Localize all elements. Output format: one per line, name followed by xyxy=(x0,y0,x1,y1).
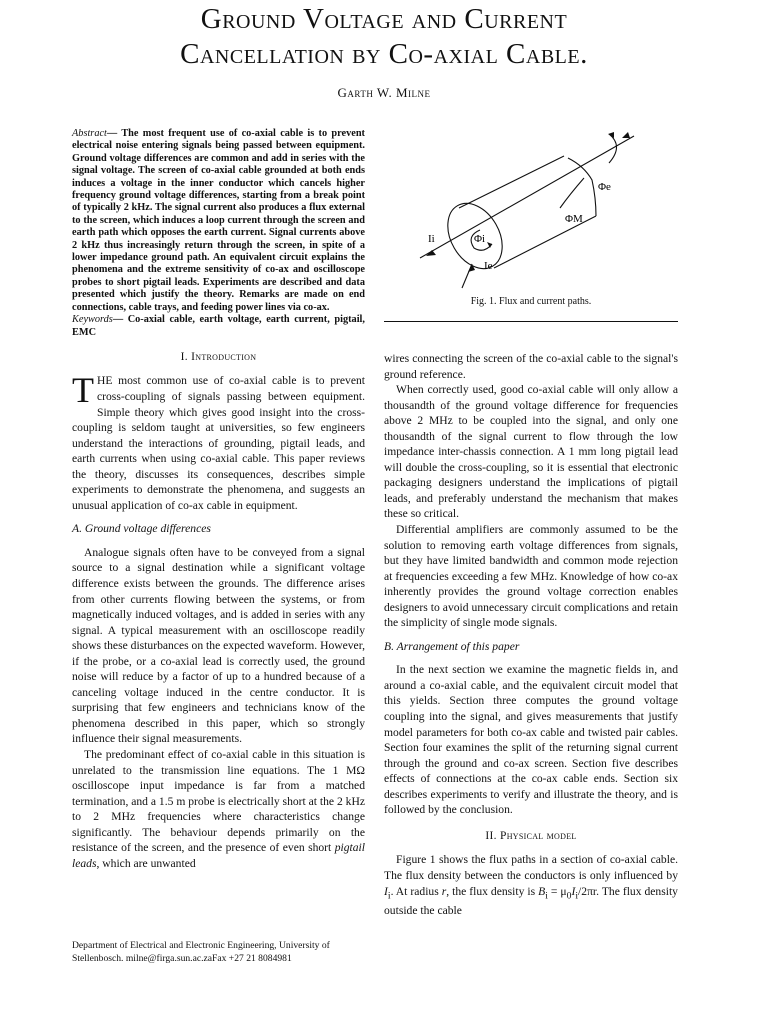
keywords-text: — Co-axial cable, earth voltage, earth current, pigtail, EMC xyxy=(72,314,365,338)
title-line-2: Cancellation by Co-axial Cable. xyxy=(180,38,588,70)
figure-caption: Fig. 1. Flux and current paths. xyxy=(470,296,592,307)
cable-top-edge xyxy=(459,156,564,208)
section-heading-physical-model: II. Physical model xyxy=(485,829,577,842)
abstract-text: — The most frequent use of co-axial cable is to prevent electrical noise entering signals being passed between equipment. Ground voltage differences are common and add in series with the signal voltage. The screen of co-axial cable grounded at both ends induces a voltage in the inner conductor which cancels higher frequency ground voltage differences, starting from a break point of typically 2 kHz. The signal current also produces a flux external to the screen, which induces a loop current through the screen and earth path which opposes the earth current. Signal currents above 2 kHz thus increasingly return through the screen, in spite of a lower impedance ground path. An equivalent circuit explains the phenomena and the extreme sensitivity of co-ax and oscilloscope probes to short pigtail leads. Experiments are described and data presented which justify the theory. Remarks are made on end connections, cable trays, and feeding power lines via co-ax. xyxy=(72,128,365,313)
phi-e-arrow-head xyxy=(608,132,614,138)
paper-title xyxy=(0,2,768,72)
cable-far-edge xyxy=(568,158,596,216)
intro-paragraph: THE most common use of co-axial cable is to prevent cross-coupling of signals passing between equipment. Simple theory which gives good insight into the cross-coupling is seldom taught at universities, so few engineers understand the interactions of grounding, pigtail leads, and earth currents when using co-axial cable. This paper reviews the theory, discusses its consequences, describes simple experiments to demonstrate the phenomena, and suggests an unusual application of co-ax cable in equipment. xyxy=(72,370,365,512)
subsection-heading-b: B. Arrangement of this paper xyxy=(384,639,520,653)
ie-arrow-head xyxy=(468,264,475,272)
paragraph-r2: Differential amplifiers are commonly assumed to be the solution to removing earth voltage differences from signals, but they have limited bandwidth and common mode rejection at frequencies exceeding a few MHz. Knowledge of how co-ax inherently provides the ground voltage correction enables designers to avoid unnecessary circuit complications and retain the simplicity of single mode signals. xyxy=(384,523,678,630)
label-phi-m: ΦM xyxy=(565,213,583,225)
paragraph-a1: Analogue signals often have to be conveyed from a signal source to a signal destination while a significant voltage difference exists between the grounds. The difference arises from other currents flowing between the systems, or from magnetically induced voltages, and is added in series with any signal. A typical measurement with an oscilloscope readily shows these disturbances on the expected waveform. However, if the probe, or a co-axial lead is correctly used, the ground noise will reduce by a factor of up to a hundred because of a canceling voltage induced in the centre conductor. It is surprising that few engineers and technicians know of the phenomena described in this paper, which so strongly influence their signal measurements. xyxy=(72,545,365,746)
label-phi-i: Φi xyxy=(474,233,486,245)
subsection-heading-a: A. Ground voltage differences xyxy=(72,522,211,536)
flux-diagram xyxy=(384,118,678,298)
centre-arrow-head xyxy=(622,132,630,138)
label-ii: Ii xyxy=(428,233,435,245)
label-ie: Ie xyxy=(484,260,493,272)
label-phi-e: Φe xyxy=(598,181,611,193)
paragraph-r0: wires connecting the screen of the co-axial cable to the signal's ground reference. xyxy=(384,352,678,381)
centre-conductor-line xyxy=(420,136,634,258)
paragraph-physical-1: Figure 1 shows the flux paths in a section of co-axial cable. The flux density between the conductors is only influenced by $I_i$. At radius r, the flux density is $B_i = \mu_0I_i/2\pi r$. The flux density outside the cable xyxy=(384,853,678,918)
ii-arrow-head xyxy=(426,250,436,256)
paragraph-a2: The predominant effect of co-axial cable in this situation is unrelated to the transmission line equations. The 1 MΩ oscilloscope input impedance is far from a matched termination, and a 1.5 m probe is electrically short at the 2 kHz to 2 MHz frequencies where characteristics change significantly. The behaviour depends primarily on the resistance of the screen, and the presence of even short pigtail leads, which are unwanted xyxy=(72,748,365,870)
right-column xyxy=(384,351,678,919)
keywords-label: Keywords xyxy=(72,314,113,326)
abstract xyxy=(72,128,365,339)
abstract-label: Abstract xyxy=(72,128,107,139)
paragraph-b1: In the next section we examine the magnetic fields in, and around a co-axial cable, and the equivalent circuit model that this yields. Section three computes the ground voltage coupling into the signal, and gives measurements that justify model parameters for both co-ax cable and twisted pair cables. Section four examines the split of the returning signal current through the ground and co-ax screen. Section five describes effects of connections at the co-ax cable ends. Section six describes experiments to verify and illustrate the theory, and is followed by the conclusion. xyxy=(384,663,678,817)
paragraph-r1: When correctly used, good co-axial cable will only allow a thousandth of the ground voltage difference for frequencies above 2 MHz to be coupled into the signal, and only one thousandth of the signal current to flow through the low impedance inter-chassis connection. A 1 mm long pigtail lead will double the cross-coupling, so it is essential that electronic packaging designers understand the implications of pigtail leads, and preferably understand the mechanism that makes these so critical. xyxy=(384,383,678,521)
author: Garth W. Milne xyxy=(337,85,431,100)
figure-rule xyxy=(384,321,678,322)
section-heading-introduction: I. Introduction xyxy=(180,350,257,363)
phi-m-arc xyxy=(560,178,584,208)
footnote: Department of Electrical and Electronic Engineering, University of Stellenbosch. milne@firga.sun.ac.zaFax +27 21 8084981 xyxy=(72,940,330,964)
drop-cap: T xyxy=(72,370,94,411)
title-line-1: Ground Voltage and Current xyxy=(200,3,568,35)
figure-1 xyxy=(384,118,678,323)
left-column xyxy=(72,128,365,871)
